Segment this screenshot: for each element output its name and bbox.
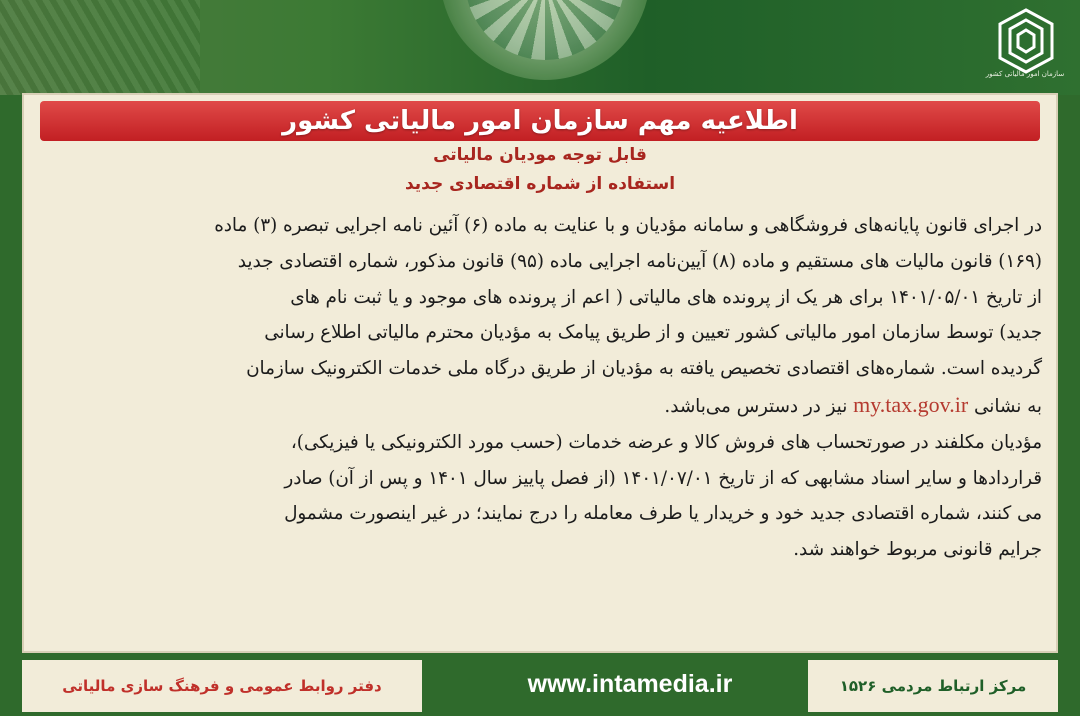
body-line: جدید) توسط سازمان امور مالیاتی کشور تعیین و از طریق پیامک به مؤدیان محترم مالیاتی اطلاع رسانی <box>264 322 1042 344</box>
body-line: قراردادها و سایر اسناد مشابهی که از تاریخ ۱۴۰۱/۰۷/۰۱ (از فصل پاییز سال ۱۴۰۱ و پس از آن) صادر <box>284 467 1042 489</box>
body-text-fragment: به نشانی <box>974 395 1042 417</box>
notice-title: اطلاعیه مهم سازمان امور مالیاتی کشور <box>40 101 1040 141</box>
body-line: می کنند، شماره اقتصادی جدید خود و خریدار یا طرف معامله را درج نمایند؛ در غیر اینصورت مشمول <box>284 503 1042 525</box>
footer-public-relations-office: دفتر روابط عمومی و فرهنگ سازی مالیاتی <box>22 660 422 712</box>
notice-subtitle-2: استفاده از شماره اقتصادی جدید <box>404 174 676 194</box>
body-line: در اجرای قانون پایانه‌های فروشگاهی و سامانه مؤدیان و با عنایت به ماده (۶) آئین نامه اجرایی تبصره (۳) ماده <box>214 215 1042 236</box>
body-line: (۱۶۹) قانون مالیات های مستقیم و ماده (۸) آیین‌نامه اجرایی ماده (۹۵) قانون مذکور، شماره اقتصادی جدید <box>237 250 1042 272</box>
notice-panel <box>22 93 1058 653</box>
body-line: مؤدیان مکلفند در صورتحساب های فروش کالا و عرضه خدمات (حسب مورد الکترونیکی یا فیزیکی)، <box>290 431 1042 453</box>
body-line: جرایم قانونی مربوط خواهند شد. <box>793 539 1042 561</box>
notice-subtitle-1: قابل توجه مودیان مالیاتی <box>433 145 647 165</box>
body-line-with-url <box>38 387 1042 425</box>
body-line: از تاریخ ۱۴۰۱/۰۵/۰۱ برای هر یک از پرونده های مالیاتی ( اعم از پرونده های موجود و یا ثبت نام های <box>290 286 1042 308</box>
footer-contact-center: مرکز ارتباط مردمی ۱۵۲۶ <box>808 660 1058 712</box>
tax-organization-logo <box>992 6 1060 76</box>
body-text-fragment: نیز در دسترس می‌باشد. <box>664 395 848 417</box>
logo-caption: سازمان امور مالیاتی کشور <box>985 70 1065 78</box>
body-line: گردیده است. شماره‌های اقتصادی تخصیص یافته به مؤدیان از طریق درگاه ملی خدمات الکترونیک سازمان <box>246 358 1042 380</box>
tax-portal-link[interactable]: my.tax.gov.ir <box>853 391 969 417</box>
notice-body <box>38 208 1042 568</box>
footer-website[interactable]: www.intamedia.ir <box>527 670 733 698</box>
